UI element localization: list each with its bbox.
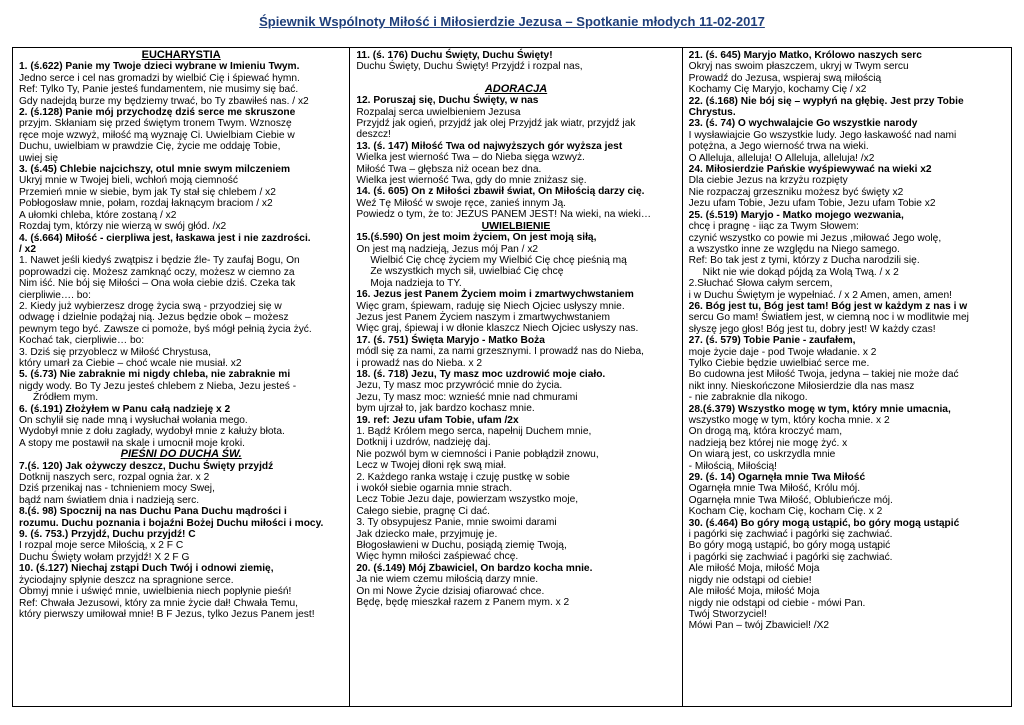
lyric-line: Kochamy Cię Maryjo, kochamy Cię / x2	[688, 84, 867, 96]
lyric-line: Rozpalaj serca uwielbieniem Jezusa	[356, 106, 521, 118]
lyric-line: Jezu, Ty masz moc przywrócić mnie do życia.	[356, 380, 563, 392]
lyric-line: A stopy me postawił na skale i umocnił moje kroki.	[19, 437, 245, 449]
song-heading: 18. (ś. 718) Jezu, Ty masz moc uzdrowić moje ciało.	[356, 368, 606, 380]
lyric-line: Ogarnęła mnie Twa Miłość, Królu mój.	[688, 483, 861, 495]
page-title: Śpiewnik Wspólnoty Miłość i Miłosierdzie Jezusa – Spotkanie młodych 11-02-2017	[259, 14, 765, 29]
lyric-line: moje życie daje - pod Twoje władanie. x 2	[688, 346, 877, 358]
lyric-line: On drogą mą, która kroczyć mam,	[688, 426, 843, 438]
lyric-line: Nie pozwól bym w ciemności i Panie pobłądził znowu,	[356, 448, 599, 460]
lyric-line: 1. Nawet jeśli kiedyś zwątpisz i będzie źle- Ty zaufaj Bogu, On	[19, 255, 300, 267]
lyric-line: 2. Każdego ranka wstaję i czuję pustkę w sobie	[356, 471, 570, 483]
lyric-line: Jezu, Ty masz moc: wznieść mnie nad chmurami	[356, 391, 578, 403]
lyric-line: słyszę jego głos! Bóg jest tu, dobry jest! W każdy czas!	[688, 323, 936, 335]
song-heading: Chrystus.	[688, 107, 736, 119]
lyric-line: Lecz w Twojej dłoni ręk swą miał.	[356, 460, 507, 472]
song-heading: 6. (ś.191) Złożyłem w Panu całą nadzieję x 2	[19, 403, 231, 415]
lyric-line: nigdy nie odstąpi od ciebie!	[688, 574, 812, 586]
song-heading: 12. Poruszaj się, Duchu Święty, w nas	[356, 95, 539, 107]
song-heading: 26. Bóg jest tu, Bóg jest tam! Bóg jest w każdym z nas i w	[688, 300, 968, 312]
lyric-line: cierpliwie…. bo:	[19, 289, 91, 301]
lyric-line: Dotknij i uzdrów, nadzieję daj.	[356, 437, 491, 449]
song-heading: 24. Miłosierdzie Pańskie wyśpiewywać na wieki x2	[688, 164, 932, 176]
lyric-line: a wszystko inne ze względu na Niego samego.	[688, 243, 900, 255]
lyric-line: Ale miłość Moja, miłość Moja	[688, 563, 820, 575]
lyric-line: - Miłością, Miłością!	[688, 460, 777, 472]
lyric-line: Twój Stworzyciel!	[688, 608, 767, 620]
lyric-line: i wokół siebie ogarnia mnie strach.	[356, 483, 513, 495]
lyric-line: - nie zabraknie dla nikogo.	[688, 392, 808, 404]
song-heading: 7.(ś. 120) Jak ożywczy deszcz, Duchu Święty przyjdź	[19, 460, 274, 472]
lyric-line: wszystko mogę w tym, który kocha mnie. x 2	[688, 415, 890, 426]
lyric-line: Jak dziecko małe, przyjmuję je.	[356, 528, 498, 540]
songbook-table	[12, 47, 1012, 707]
lyric-line: i prowadź nas do Nieba. x 2	[356, 357, 483, 369]
lyric-line: Weź Tę Miłość w swoje ręce, zanieś innym Ją.	[356, 197, 566, 209]
song-heading: 9. (ś. 753.) Przyjdź, Duchu przyjdź! C	[19, 529, 196, 541]
lyric-line: Tylko Ciebie będzie uwielbiać serce me.	[688, 357, 870, 369]
lyric-line: Nikt nie wie dokąd pójdą za Wolą Twą. / x 2	[702, 266, 899, 278]
lyric-line: On schylił się nade mną i wysłuchał wołania mego.	[19, 415, 248, 426]
lyric-line: Wielbić Cię chcę życiem my Wielbić Cię chcę pieśnią mą	[370, 254, 627, 266]
lyric-line: pewnym tego być. Zawsze ci pomoże, byś mógł pełnią życia żyć.	[19, 323, 312, 335]
lyric-line: 3. Dziś się przyoblecz w Miłość Chrystusa,	[19, 346, 211, 358]
lyric-line: Miłość Twa – głębsza niż ocean bez dna.	[356, 163, 542, 175]
lyric-line: Będę, będę mieszkał razem z Panem mym. x 2	[356, 597, 570, 609]
lyric-line: Pobłogosław mnie, połam, rozdaj łaknącym braciom / x2	[19, 198, 273, 210]
song-heading: 13. (ś. 147) Miłość Twa od najwyższych gór wyższa jest	[356, 140, 623, 152]
lyric-line: który pierwszy umiłował mnie! B F Jezus, tylko Jezus Panem jest!	[19, 608, 315, 620]
lyric-line: Powiedz o tym, że to: JEZUS PANEM JEST! Na wieki, na wieki…	[356, 209, 652, 221]
song-heading: 22. (ś.168) Nie bój się – wypłyń na głębię. Jest przy Tobie	[688, 95, 964, 107]
lyric-line: Ze wszystkich mych sił, uwielbiać Cię chcę	[370, 266, 564, 278]
song-heading: rozumu. Duchu poznania i bojaźni Bożej Duchu miłości i mocy.	[19, 517, 324, 529]
section-heading: UWIELBIENIE	[481, 219, 551, 232]
lyric-line: bądź nam światłem dnia i nadzieją serc.	[19, 494, 200, 506]
lyric-line: On jest mą nadzieją, Jezus mój Pan / x2	[356, 243, 539, 255]
song-heading: 23. (ś. 74) O wychwalajcie Go wszystkie narody	[688, 118, 918, 130]
lyric-line: O Alleluja, alleluja! O Alleluja, alleluja! /x2	[688, 152, 875, 164]
songbook-column-2	[349, 48, 681, 706]
lyric-line: Kochać tak, cierpliwie… bo:	[19, 335, 145, 347]
lyric-line: Więc gram, śpiewam, raduję się Niech Ojciec usłyszy mnie.	[356, 300, 625, 312]
lyric-line: i pagórki się zachwiać i pagórki się zachwiać.	[688, 551, 893, 563]
lyric-line: deszcz!	[356, 129, 391, 141]
lyric-line: Więc hymn miłości zaśpiewać chcę.	[356, 551, 519, 563]
lyric-line: życiodajny spłynie deszcz na spragnione serce.	[19, 574, 234, 586]
lyric-line: Wielka jest wierność Twa, gdy do mnie zniżasz się.	[356, 175, 587, 187]
song-heading: 5. (ś.73) Nie zabraknie mi nigdy chleba, nie zabraknie mi	[19, 369, 291, 381]
lyric-line: i pagórki się zachwiać i pagórki się zachwiać.	[688, 529, 893, 541]
lyric-line: I wysławiajcie Go wszystkie ludy. Jego łaskawość nad nami	[688, 129, 957, 141]
lyric-line: Ref: Bo tak jest z tymi, którzy z Ducha narodzili się.	[688, 255, 920, 267]
section-heading: PIEŚNI DO DUCHA ŚW.	[120, 448, 242, 461]
lyric-line: Nie rozpaczaj grzeszniku możesz być święty x2	[688, 186, 904, 198]
lyric-line: Jezu ufam Tobie, Jezu ufam Tobie, Jezu ufam Tobie x2	[688, 198, 936, 210]
lyric-line: nadzieją bez której nie mogę żyć. x	[688, 437, 848, 449]
song-heading: 4. (ś.664) Miłość - cierpliwa jest, łaskawa jest i nie zazdrości.	[19, 232, 311, 244]
lyric-line: Źródłem mym.	[33, 392, 99, 404]
lyric-line: Jedno serce i cel nas gromadzi by wielbić Cię i śpiewać hymn.	[19, 72, 300, 84]
song-heading: 15.(ś.590) On jest moim życiem, On jest moją siłą,	[356, 232, 597, 244]
song-heading: 8.(ś. 98) Spocznij na nas Duchu Pana Duchu mądrości i	[19, 506, 287, 518]
lyric-line: Prowadź do Jezusa, wspieraj swą miłością	[688, 72, 882, 84]
lyric-line: ręce moje wzwyż, miłość mą wyznaję Ci. Uwielbiam Ciebie w	[19, 129, 295, 141]
lyric-line: uwiej się	[19, 152, 59, 164]
lyric-line: Ref: Chwała Jezusowi, który za mnie życie dał! Chwała Temu,	[19, 597, 298, 609]
lyric-line: bym ujrzał to, jak bardzo kochasz mnie.	[356, 403, 535, 415]
lyric-line: sercu Go mam! Światłem jest, w ciemną noc i w modlitwie mej	[688, 312, 969, 324]
lyric-line: Bo cudowna jest Miłość Twoja, jedyna – takiej nie może dać	[688, 369, 959, 381]
lyric-line: Ale miłość Moja, miłość Moja	[688, 586, 820, 598]
lyric-line: Ukryj mnie w Twojej bieli, wchłoń moją ciemność	[19, 175, 238, 187]
lyric-line: Dziś przenikaj nas - tchnieniem mocy Swej,	[19, 483, 215, 495]
lyric-line: Gdy nadejdą burze my będziemy trwać, bo Ty zbawiłeś nas. / x2	[19, 95, 309, 107]
lyric-line: nigdy wody. Bo Ty Jezu jesteś chlebem z Nieba, Jezu jesteś -	[19, 380, 297, 392]
lyric-line: nigdy nie odstąpi od ciebie - mówi Pan.	[688, 597, 866, 609]
lyric-line: Dla ciebie Jezus na krzyżu rozpięty	[688, 175, 848, 187]
lyric-line: potężna, a Jego wierność trwa na wieki.	[688, 141, 869, 153]
lyric-line: 2.Słuchać Słowa całym sercem,	[688, 278, 833, 290]
lyric-line: Błogosławieni w Duchu, posiądą ziemię Twoją,	[356, 540, 567, 552]
lyric-line: Duchu Święty, Duchu Święty! Przyjdź i rozpal nas,	[356, 61, 583, 73]
song-heading: 17. (ś. 751) Święta Maryjo - Matko Boża	[356, 334, 545, 346]
song-heading: 20. (ś.149) Mój Zbawiciel, On bardzo kocha mnie.	[356, 562, 593, 574]
song-heading: 1. (ś.622) Panie my Twoje dzieci wybrane w Imieniu Twym.	[19, 61, 300, 73]
lyric-line: Więc graj, śpiewaj i w dłonie klaszcz Niech Ojciec usłyszy nas.	[356, 323, 639, 335]
song-heading: 16. Jezus jest Panem Życiem moim i zmartwychwstaniem	[356, 289, 634, 301]
song-heading: / x2	[19, 243, 36, 255]
lyric-line: Całego siebie, pragnę Ci dać.	[356, 505, 490, 517]
songbook-column-1	[13, 48, 349, 706]
section-heading: EUCHARYSTIA	[141, 49, 221, 61]
lyric-line: Duchu, uwielbiam w prawdzie Cię, życie me oddaję Tobie,	[19, 141, 281, 153]
song-heading: 30. (ś.464) Bo góry mogą ustąpić, bo góry mogą ustąpić	[688, 517, 960, 529]
lyric-line: Okryj nas swoim płaszczem, ukryj w Twym sercu	[688, 61, 909, 73]
lyric-line: On wiarą jest, co uskrzydla mnie	[688, 449, 836, 461]
song-heading: 25. (ś.519) Maryjo - Matko mojego wezwania,	[688, 209, 904, 221]
song-heading: 21. (ś. 645) Maryjo Matko, Królowo naszych serc	[688, 50, 922, 61]
lyric-line: Ja nie wiem czemu miłością darzy mnie.	[356, 574, 539, 586]
lyric-line: poprowadzi cię. Możesz zamknąć oczy, możesz w ciemno za	[19, 266, 295, 278]
lyric-line: Lecz Tobie Jezu daje, powierzam wszystko moje,	[356, 494, 579, 506]
lyric-line: Jezus jest Panem Życiem naszym i zmartwychwstaniem	[356, 311, 610, 323]
lyric-line: Mówi Pan – twój Zbawiciel! /X2	[688, 620, 830, 632]
lyric-line: Wydobył mnie z dołu zagłady, wydobył mnie z kałuży błota.	[19, 426, 285, 438]
song-heading: 2. (ś.128) Panie mój przychodzę dziś serce me skruszone	[19, 107, 296, 119]
lyric-line: odwagę i dzielnie podążaj nią. Jezus będzie obok – możesz	[19, 312, 289, 324]
songbook-column-3	[682, 48, 1011, 706]
lyric-line: Duchu Święty wołam przyjdź! X 2 F G	[19, 551, 190, 563]
section-heading: ADORACJA	[484, 82, 548, 95]
lyric-line: Dotknij naszych serc, rozpal ognia żar. x 2	[19, 472, 210, 484]
lyric-line: który umarł za Ciebie – choć wcale nie musiał. x2	[19, 357, 242, 369]
lyric-line: Nim iść. Nie bój się Miłości – Ona woła ciebie dziś. Czeka tak	[19, 278, 296, 290]
lyric-line: Moja nadzieja to TY.	[370, 277, 462, 289]
song-heading: 29. (ś. 14) Ogarnęła mnie Twa Miłość	[688, 472, 866, 484]
song-heading: 3. (ś.45) Chlebie najcichszy, otul mnie swym milczeniem	[19, 164, 291, 176]
lyric-line: chcę i pragnę - iiąc za Twym Słowem:	[688, 221, 859, 233]
lyric-line: I rozpal moje serce Miłością, x 2 F C	[19, 540, 184, 552]
song-heading: 19. ref: Jezu ufam Tobie, ufam /2x	[356, 414, 519, 426]
lyric-line: Bo góry mogą ustąpić, bo góry mogą ustąpić	[688, 540, 891, 552]
lyric-line: przyjm. Skłaniam się przed świętym tronem Twym. Wznoszę	[19, 118, 292, 130]
lyric-line: Przyjdź jak ogień, przyjdź jak olej Przyjdź jak wiatr, przyjdź jak	[356, 118, 636, 130]
song-heading: 28.(ś.379) Wszystko mogę w tym, który mnie umacnia,	[688, 403, 951, 415]
song-heading: 11. (ś. 176) Duchu Święty, Duchu Święty!	[356, 50, 553, 61]
lyric-line: 2. Kiedy już wybierzesz drogę życia swą - przyodziej się w	[19, 300, 282, 312]
lyric-line: A ułomki chleba, które zostaną / x2	[19, 209, 177, 221]
lyric-line: Ogarnęła mnie Twa Miłość, Oblubieńcze mój.	[688, 494, 893, 506]
lyric-line: 3. Ty obsypujesz Panie, mnie swoimi darami	[356, 517, 557, 529]
lyric-line: Ref: Tylko Ty, Panie jesteś fundamentem, nie musimy się bać.	[19, 84, 299, 96]
lyric-line: Kocham Cię, kocham Cię, kocham Cię. x 2	[688, 506, 883, 518]
lyric-line: czynić wszystko co powie mi Jezus ,miłować Jego wolę,	[688, 232, 942, 244]
lyric-line: módl się za nami, za nami grzesznymi. I prowadź nas do Nieba,	[356, 346, 644, 358]
lyric-line: nikt inny. Nieskończone Miłosierdzie dla nas masz	[688, 380, 915, 392]
song-heading: 14. (ś. 605) On z Miłości zbawił świat, On Miłością darzy cię.	[356, 186, 645, 198]
lyric-line: Wielka jest wierność Twa – do Nieba sięga wzwyż.	[356, 152, 585, 164]
lyric-line: i w Duchu Świętym je wypełniać. / x 2 Amen, amen, amen!	[688, 289, 952, 301]
lyric-line: 1. Bądź Królem mego serca, napełnij Duchem mnie,	[356, 426, 592, 437]
lyric-line: Obmyj mnie i uświęć mnie, uwielbienia niech popłynie pieśń!	[19, 586, 292, 598]
song-heading: 27. (ś. 579) Tobie Panie - zaufałem,	[688, 335, 856, 347]
lyric-line: Rozdaj tym, którzy nie wierzą w swój głód. /x2	[19, 221, 227, 233]
lyric-line: On mi Nowe Życie dzisiaj ofiarować chce.	[356, 585, 545, 597]
song-heading: 10. (ś.127) Niechaj zstąpi Duch Twój i odnowi ziemię,	[19, 563, 274, 575]
lyric-line: Przemień mnie w siebie, bym jak Ty stał się chlebem / x2	[19, 186, 276, 198]
